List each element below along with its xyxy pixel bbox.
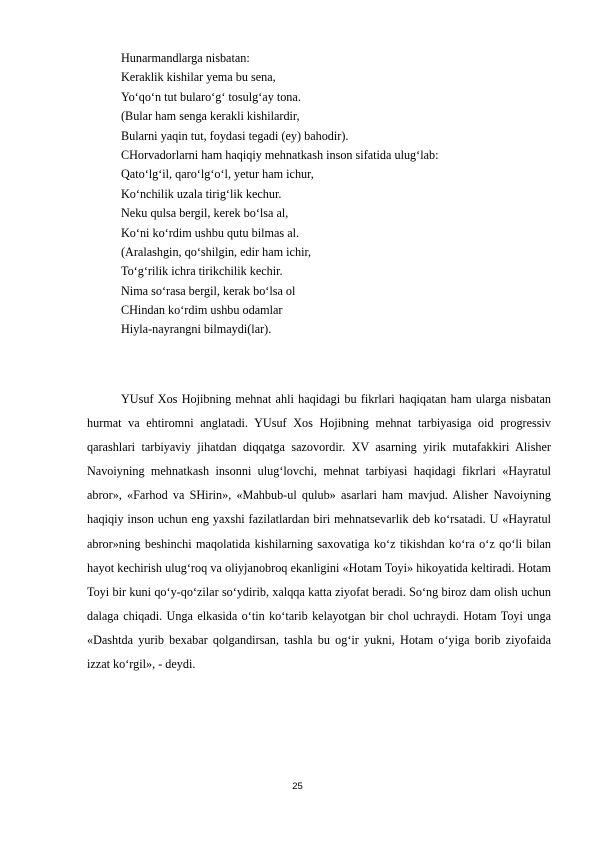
verse-line: Hiyla-nayrangni bilmaydi(lar).: [121, 322, 272, 337]
verse-line: CHorvadorlarni ham haqiqiy mehnatkash inson sifatida ulug‘lab:: [121, 147, 439, 162]
verse-line: (Bular ham senga kerakli kishilardir,: [121, 109, 300, 124]
verse-line: (Aralashgin, qo‘shilgin, edir ham ichir,: [121, 244, 312, 259]
verse-line: Hunarmandlarga nisbatan:: [121, 51, 250, 65]
verse-line: Nima so‘rasa bergil, kerak bo‘lsa ol: [121, 283, 296, 298]
verse-line: Qato‘lg‘il, qaro‘lg‘o‘l, yetur ham ichur,: [121, 167, 314, 182]
verse-line: Bularni yaqin tut, foydasi tegadi (ey) bahodir).: [121, 128, 349, 143]
verse-block: [121, 49, 551, 340]
verse-line: Ko‘ni ko‘rdim ushbu qutu bilmas al.: [121, 225, 300, 240]
page-number: 25: [292, 781, 303, 792]
verse-line: Neku qulsa bergil, kerek bo‘lsa al,: [121, 206, 289, 221]
verse-line: Keraklik kishilar yema bu sena,: [121, 70, 276, 85]
verse-line: CHindan ko‘rdim ushbu odamlar: [121, 303, 283, 318]
verse-line: Ko‘nchilik uzala tirig‘lik kechur.: [121, 186, 282, 201]
body-paragraph: YUsuf Xos Hojibning mehnat ahli haqidagi bu fikrlari haqiqatan ham ularga nisbatan hurmat va ehtiromni anglatadi. YUsuf Xos Hojibning mehnat tarbiyasiga oid progressiv qarashlari tarbiyaviy jihatdan diqqatga sazovordir. XV asarning yirik mutafakkiri Alisher Navoiyning mehnatkash insonni ulug‘lovchi, mehnat tarbiyasi haqidagi fikrlari «Hayratul abror», «Farhod va SHirin», «Mahbub-ul qulub» asarlari ham mavjud. Alisher Navoiyning haqiqiy inson uchun eng yaxshi fazilatlardan biri mehnatsevarlik deb ko‘rsatadi. U «Hayratul abror»ning beshinchi maqolatida kishilarning saxovatiga ko‘z tikishdan ko‘ra o‘z qo‘li bilan hayot kechirish ulug‘roq va oliyjanobroq ekanligini «Hotam Toyi» hikoyatida keltiradi. Hotam Toyi bir kuni qo‘y-qo‘zilar so‘ydirib, xalqqa katta ziyofat beradi. So‘ng biroz dam olish uchun dalaga chiqadi. Unga elkasida o‘tin ko‘tarib kelayotgan bir chol uchraydi. Hotam Toyi unga «Dashtda yurib bexabar qolgandirsan, tashla bu og‘ir yukni, Hotam o‘yiga borib ziyofaida izzat ko‘rgil», - deydi.: [87, 392, 551, 672]
verse-line: Yo‘qo‘n tut bularo‘g‘ tosulg‘ay tona.: [121, 89, 301, 104]
verse-line: To‘g‘rilik ichra tirikchilik kechir.: [121, 264, 283, 279]
